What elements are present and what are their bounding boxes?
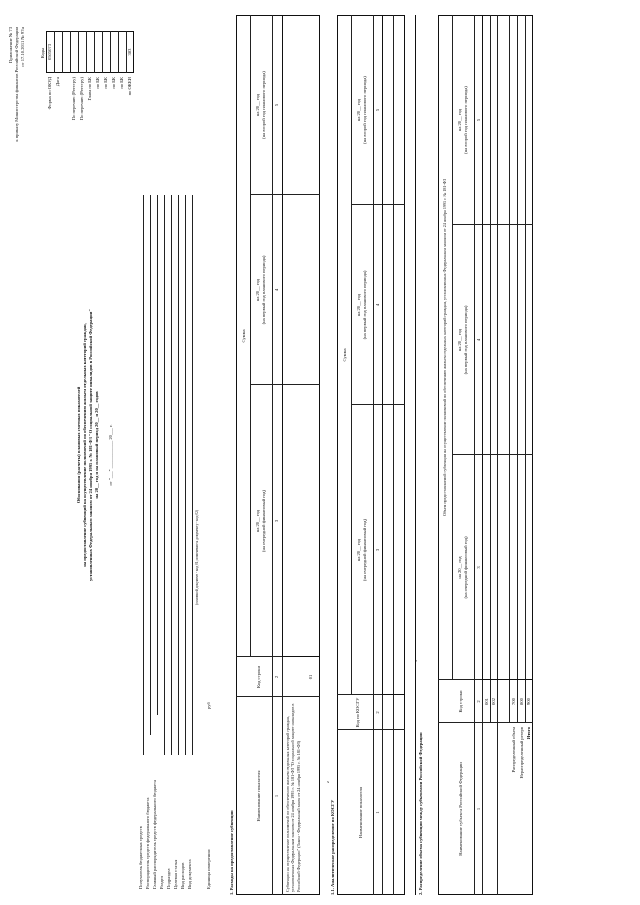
- codes-rule: [94, 31, 95, 73]
- codes-label: по БК: [95, 77, 100, 89]
- form-date-line: от "___" ____________ 20___ г.: [108, 424, 113, 486]
- s2-col-code: Код строки: [458, 690, 463, 713]
- field-document-type: Вид документа: [187, 859, 192, 889]
- s11-col-name: Наименование показателя: [358, 787, 363, 838]
- codes-rule: [86, 31, 87, 73]
- field-rule: [164, 195, 165, 755]
- s11-col-y1: на 20__ год: [356, 538, 361, 562]
- s1-col-sum: Сумма: [241, 329, 246, 343]
- codes-label-okei: по ОКЕИ: [127, 77, 132, 96]
- codes-label: Дата: [55, 77, 60, 87]
- s1-row-text: Субвенции на осуществление полномочий по обеспечению жильем отдельных категорий граждан, установленных Федеральным законом от 24 ноября 1995 г. № 181-ФЗ "О социальной защите инвалидов в Российской Федерации" (Закон - Федеральный закон от 24 ноября 1995 г. № 181-ФЗ): [285, 703, 301, 892]
- s1-num-3: 3: [274, 519, 279, 523]
- s11-col-y2-sub: (на первый год планового периода): [362, 270, 367, 340]
- field-target-article: Целевая статья: [173, 859, 178, 889]
- table-rule: [509, 15, 510, 723]
- codes-label: По перечню (Реестру): [79, 77, 84, 121]
- field-rule: [192, 195, 193, 755]
- s2-col-y2-sub: (на первый год планового периода): [463, 305, 468, 375]
- codes-label: по БК: [119, 77, 124, 89]
- table-rule: [393, 15, 394, 895]
- s2-col-y3: на 20__ год: [457, 108, 462, 132]
- table-rule: [525, 15, 526, 723]
- s1-num-2: 2: [274, 675, 279, 679]
- s1-col-y1: на 20__ год: [255, 509, 260, 533]
- table-rule: [282, 656, 320, 657]
- field-subsection: Подраздел: [166, 868, 171, 889]
- unit-value: руб: [206, 702, 211, 709]
- s11-col-y3: на 20__ год: [356, 98, 361, 122]
- section11-heading: 1.1. Аналитическое распределение по КОСГУ: [330, 799, 335, 895]
- form-title: Обоснования (расчеты) плановых сметных показателей: [76, 386, 81, 504]
- s2-row-code-1: 001: [484, 698, 489, 705]
- s2-row-code-2: 002: [491, 698, 496, 705]
- s2-col-y3-sub: (на второй год планового периода): [463, 86, 468, 154]
- s11-num-5: 5: [375, 108, 380, 112]
- codes-rule: [78, 31, 79, 73]
- s1-num-1: 1: [274, 794, 279, 798]
- table-rule: [337, 729, 405, 730]
- codes-rule: [110, 31, 111, 73]
- field-rule: [150, 195, 151, 735]
- table-rule: [490, 15, 491, 723]
- s11-col-y3-sub: (на второй год планового периода): [362, 76, 367, 144]
- unit-label: Единица измерения:: [206, 849, 211, 889]
- table-rule: [497, 15, 498, 895]
- codes-value-okud: 0505073: [47, 43, 52, 61]
- table-rule: [474, 15, 475, 895]
- s2-col-sum: Объем предоставляемой субвенции на осуществление полномочий по обеспечению жильем отдельных категорий граждан, установленных Федеральным законом от 24 ноября 1995 г. № 181-ФЗ: [442, 178, 447, 517]
- s2-num-2: 2: [476, 700, 481, 703]
- s1-col-y2: на 20__ год: [255, 278, 260, 302]
- appendix-number: Приложение № 73: [8, 27, 13, 63]
- table-rule: [250, 15, 251, 657]
- field-rule: [185, 195, 186, 755]
- field-rule: [171, 195, 172, 755]
- table-rule: [382, 694, 405, 695]
- s11-num-1: 1: [375, 811, 380, 814]
- section2-footnote-mark: 3: [414, 660, 418, 662]
- appendix-order: к приказу Министерства финансов Российской Федерации: [14, 27, 19, 142]
- s2-summary-reserve: Нераспределенный резерв: [519, 727, 524, 779]
- s11-num-4: 4: [375, 303, 380, 307]
- s2-col-y1: на 20__ год: [457, 556, 462, 579]
- s1-col-y2-sub: (на первый год планового периода): [261, 255, 266, 325]
- s11-col-sum: Сумма: [342, 348, 347, 362]
- table-rule: [452, 15, 453, 680]
- s2-summary-code-700: 700: [511, 698, 516, 705]
- codes-label: По перечню (Реестру): [71, 77, 76, 121]
- codes-rule: [102, 31, 103, 73]
- s11-col-code: Код по КОСГУ: [355, 697, 360, 728]
- s2-num-1: 1: [476, 807, 481, 811]
- s1-col-y1-sub: (на очередной финансовый год): [261, 489, 266, 553]
- s2-col-y2: на 20__ год: [457, 328, 462, 352]
- section2-heading: 2. Распределение объема субвенции между субъектами Российской Федерации: [418, 732, 423, 895]
- table-rule: [482, 15, 483, 680]
- s1-num-5: 5: [274, 103, 279, 107]
- section11-footnote-mark: 2: [326, 781, 330, 783]
- table-rule: [373, 15, 374, 895]
- form-period: на 20__ год и на плановый период 20__ и 20__ годов: [94, 391, 99, 499]
- table-rule: [382, 15, 383, 695]
- s2-summary-code-800: 800: [519, 698, 524, 705]
- appendix-date: от 17.10.2011 № 97н: [20, 27, 25, 67]
- s11-col-y2: на 20__ год: [356, 293, 361, 317]
- section1-heading: 1. Расходы на предоставление субвенции: [229, 810, 234, 895]
- s2-num-5: 5: [476, 118, 481, 122]
- s11-num-2: 2: [375, 711, 380, 714]
- field-recipient: Получатель бюджетных средств: [138, 826, 143, 889]
- s2-num-4: 4: [476, 338, 481, 342]
- s1-col-y3: на 20__ год: [255, 93, 260, 117]
- table-rule: [282, 15, 283, 657]
- codes-header: Коды: [40, 47, 45, 59]
- codes-rule: [54, 31, 55, 73]
- codes-value-okei: 383: [127, 48, 132, 56]
- section-separator: [415, 15, 416, 895]
- codes-label: по БК: [111, 77, 116, 89]
- codes-label: Глава по БК: [87, 77, 92, 101]
- codes-rule: [118, 31, 119, 73]
- s1-col-y3-sub: (на второй год планового периода): [261, 71, 266, 139]
- table-rule: [517, 15, 518, 723]
- codes-rule: [62, 31, 63, 73]
- field-chief-manager: Главный распорядитель средств федерального бюджета: [152, 779, 157, 889]
- s1-col-name: Наименование показателя: [256, 770, 261, 822]
- field-expense-type: Вид расходов: [180, 862, 185, 889]
- s11-col-y1-sub: (на очередной финансовый год): [362, 518, 367, 582]
- s2-summary-code-900: 900: [526, 698, 531, 705]
- field-section: Раздел: [159, 876, 164, 889]
- s2-num-3: 3: [476, 566, 481, 569]
- s2-summary-distributed: Распределенный объем: [511, 727, 516, 773]
- table-rule: [351, 15, 352, 695]
- table-rule: [272, 15, 273, 895]
- s1-col-code: Код строки: [256, 666, 261, 688]
- codes-box: [46, 31, 134, 73]
- codes-rule: [70, 31, 71, 73]
- s2-col-name: Наименование субъекта Российской Федерации: [458, 762, 463, 856]
- form-title-line3: установленных Федеральным законом от 24 ноября 1995 г. № 181-ФЗ "О социальной защите инвалидов в Российской Федерации": [88, 309, 93, 581]
- s1-row-code: 01: [308, 674, 313, 680]
- field-rule: [178, 195, 179, 755]
- field-manager: Распорядитель средств федерального бюджета: [145, 797, 150, 889]
- field-rule: [143, 195, 144, 755]
- field-document-note: (основной документ - код 01; изменение к документу - код 02): [195, 509, 199, 605]
- codes-label: Форма по ОКУД: [47, 77, 52, 110]
- s2-col-y1-sub: (на очередной финансовый год): [463, 536, 468, 599]
- form-title-line2: на предоставление субвенций на осуществление полномочий по обеспечению жильем отдельных категорий граждан,: [82, 323, 87, 567]
- s2-summary-total: Итого: [526, 727, 531, 740]
- s11-num-3: 3: [375, 548, 380, 552]
- codes-label: по БК: [103, 77, 108, 89]
- field-rule: [157, 195, 158, 715]
- s1-num-4: 4: [274, 288, 279, 292]
